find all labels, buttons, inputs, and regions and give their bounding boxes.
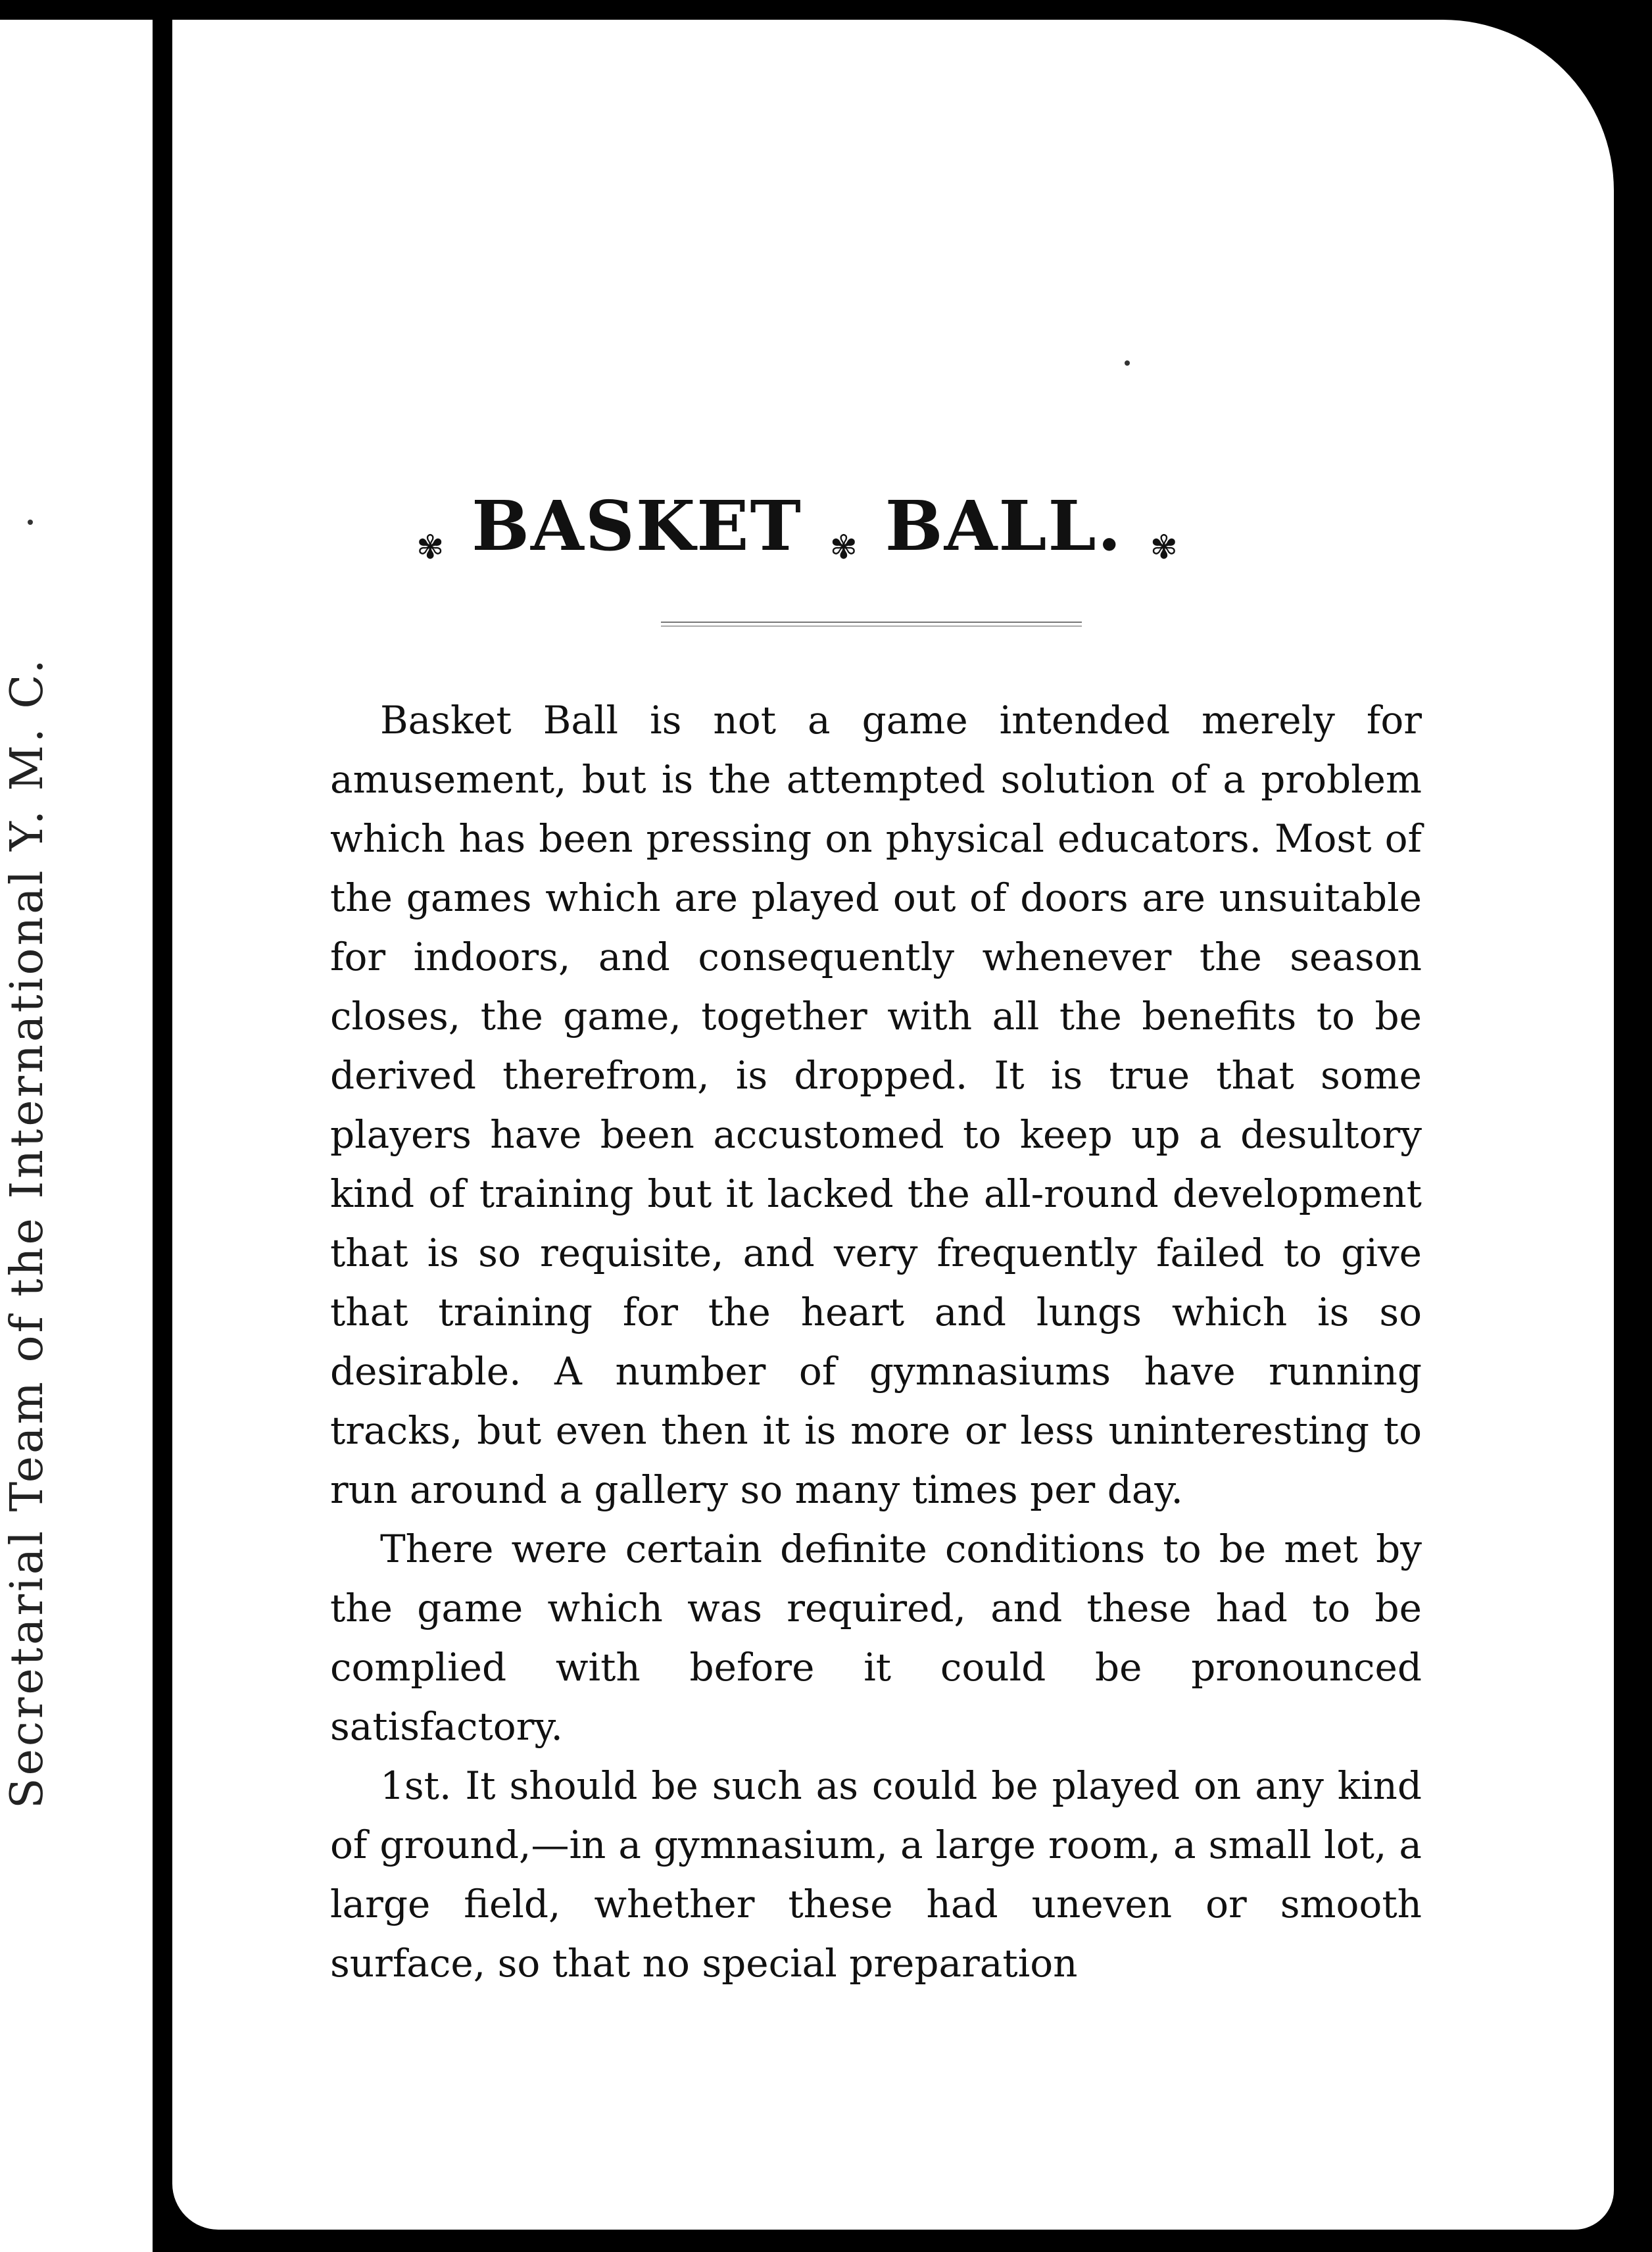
ornament-icon: ✾: [829, 527, 858, 566]
ornament-icon: ✾: [1150, 527, 1178, 566]
speck-mark: [1125, 360, 1130, 366]
body-text: [330, 691, 1422, 1993]
speck-mark: [28, 520, 33, 525]
spine-text: Secretarial Team of the International Y. M. C.: [1, 656, 53, 1809]
adjacent-page-strip: [0, 0, 153, 2252]
page-heading: [172, 480, 1422, 572]
heading-word-2: BALL.: [885, 485, 1123, 566]
binding-stitch-mark: [158, 658, 168, 681]
ornament-icon: ✾: [416, 527, 445, 566]
binding-stitch-mark: [158, 1236, 168, 1260]
paragraph: There were certain definite conditions to be met by the game which was required, and these had to be complied with before it could be pronounced satisfactory.: [330, 1527, 1422, 1749]
binding-gutter: [153, 0, 172, 2252]
paragraph: Basket Ball is not a game intended merely for amusement, but is the attempted solution of a problem which has been pressing on physical educators. Most of the games which are played out of doors are unsuitable for indoors, and consequently whenever the season closes, the game, together with all the benefits to be derived therefrom, is dropped. It is true that some players have been accustomed to keep up a desultory kind of training but it lacked the all-round development that is so requisite, and very frequently failed to give that training for the heart and lungs which is so desirable. A number of gymnasiums have running tracks, but even then it is more or less uninteresting to run around a gallery so many times per day.: [330, 698, 1422, 1512]
binding-stitch-mark: [158, 454, 168, 477]
top-border: [0, 0, 153, 20]
paragraph: 1st. It should be such as could be played on any kind of ground,—in a gymnasium, a large room, a small lot, a large field, whether these had uneven or smooth surface, so that no special preparation: [330, 1763, 1422, 1986]
heading-divider: [661, 622, 1082, 627]
heading-word-1: BASKET: [472, 485, 802, 566]
